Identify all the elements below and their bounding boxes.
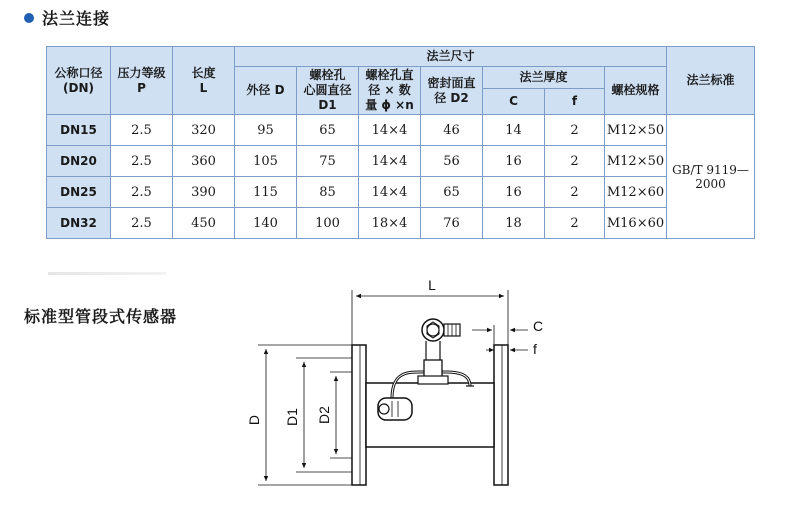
cell-p: 2.5 bbox=[111, 115, 173, 146]
label-D1: D1 bbox=[284, 408, 300, 426]
cell-d: 140 bbox=[235, 208, 297, 239]
cell-f: 2 bbox=[545, 177, 605, 208]
cell-hole: 14×4 bbox=[359, 146, 421, 177]
header-c: C bbox=[483, 89, 545, 115]
cell-c: 18 bbox=[483, 208, 545, 239]
header-pressure: 压力等级 P bbox=[111, 47, 173, 115]
header-standard: 法兰标准 bbox=[667, 47, 755, 115]
cell-c: 16 bbox=[483, 146, 545, 177]
cell-standard: GB/T 9119— 2000 bbox=[667, 115, 755, 239]
header-bolt-hole: 螺栓孔直 径 × 数 量 ϕ ×n bbox=[359, 67, 421, 115]
cell-f: 2 bbox=[545, 115, 605, 146]
cell-dn: DN32 bbox=[47, 208, 111, 239]
cell-l: 320 bbox=[173, 115, 235, 146]
cell-bolt: M16×60 bbox=[605, 208, 667, 239]
cell-d: 95 bbox=[235, 115, 297, 146]
cell-c: 14 bbox=[483, 115, 545, 146]
cell-p: 2.5 bbox=[111, 208, 173, 239]
label-f: f bbox=[533, 341, 537, 357]
cell-c: 16 bbox=[483, 177, 545, 208]
label-L: L bbox=[428, 277, 436, 293]
header-bolt-spec: 螺栓规格 bbox=[605, 67, 667, 115]
cell-d: 115 bbox=[235, 177, 297, 208]
cell-f: 2 bbox=[545, 146, 605, 177]
cell-f: 2 bbox=[545, 208, 605, 239]
right-flange bbox=[494, 345, 508, 485]
section-title: 法兰连接 bbox=[42, 9, 111, 28]
cell-l: 390 bbox=[173, 177, 235, 208]
cell-dn: DN20 bbox=[47, 146, 111, 177]
cell-d1: 75 bbox=[297, 146, 359, 177]
header-bolt-circle: 螺栓孔 心圆直径 D1 bbox=[297, 67, 359, 115]
cell-bolt: M12×50 bbox=[605, 146, 667, 177]
cell-d: 105 bbox=[235, 146, 297, 177]
cell-l: 450 bbox=[173, 208, 235, 239]
label-C: C bbox=[533, 318, 544, 334]
cell-d2: 76 bbox=[421, 208, 483, 239]
header-f: f bbox=[545, 89, 605, 115]
cell-hole: 14×4 bbox=[359, 177, 421, 208]
cell-hole: 14×4 bbox=[359, 115, 421, 146]
header-thickness: 法兰厚度 bbox=[483, 67, 605, 89]
cell-d2: 46 bbox=[421, 115, 483, 146]
header-flange-size: 法兰尺寸 bbox=[235, 47, 667, 67]
header-outer-d: 外径 D bbox=[235, 67, 297, 115]
label-D2: D2 bbox=[316, 406, 332, 424]
cell-d2: 56 bbox=[421, 146, 483, 177]
cell-p: 2.5 bbox=[111, 146, 173, 177]
cell-d1: 85 bbox=[297, 177, 359, 208]
sensor-title: 标准型管段式传感器 bbox=[24, 307, 178, 326]
cell-dn: DN25 bbox=[47, 177, 111, 208]
cell-d1: 100 bbox=[297, 208, 359, 239]
cell-bolt: M12×60 bbox=[605, 177, 667, 208]
cell-l: 360 bbox=[173, 146, 235, 177]
header-seal-d: 密封面直 径 D2 bbox=[421, 67, 483, 115]
header-length: 长度 L bbox=[173, 47, 235, 115]
label-D: D bbox=[246, 414, 262, 426]
cell-bolt: M12×50 bbox=[605, 115, 667, 146]
cell-p: 2.5 bbox=[111, 177, 173, 208]
left-flange bbox=[352, 345, 366, 485]
header-dn: 公称口径 (DN) bbox=[47, 47, 111, 115]
cell-d2: 65 bbox=[421, 177, 483, 208]
cell-d1: 65 bbox=[297, 115, 359, 146]
cell-hole: 18×4 bbox=[359, 208, 421, 239]
cell-dn: DN15 bbox=[47, 115, 111, 146]
